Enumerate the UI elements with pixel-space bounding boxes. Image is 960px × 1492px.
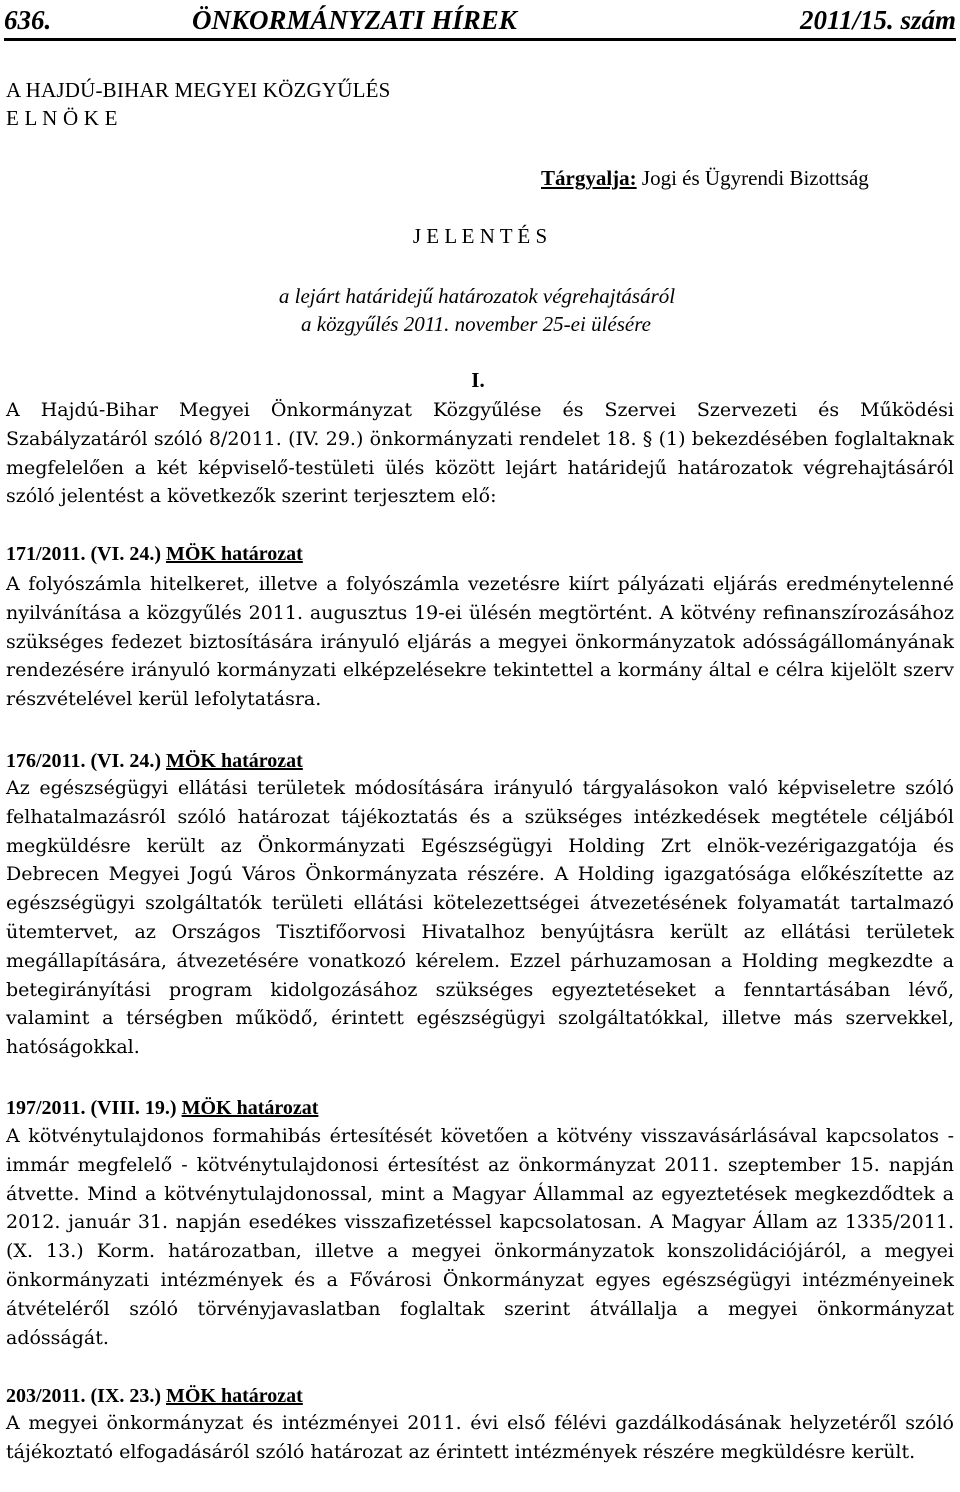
resolution-suffix: MÖK határozat: [181, 1097, 319, 1119]
resolution-text: A folyószámla hitelkeret, illetve a folyószámla vezetésre kiírt pályázati eljárás eredménytelenné nyilvánítása a közgyűlés 2011. augusztus 19-ei ülésén megtörtént. A kötvény refinanszírozásához szükséges fedezet biztosítására irányuló eljárás a megyei önkormányzatok adósságállományának rendezésére irányuló kormányzati elképzelésekre tekintettel a kormány által e célra kijelölt szerv részvételével kerül lefolytatásra.: [6, 573, 954, 711]
org-name: A HAJDÚ-BIHAR MEGYEI KÖZGYŰLÉS: [6, 78, 391, 102]
page-number: 636.: [4, 5, 52, 35]
header-rule: [4, 38, 956, 41]
resolution-title: [6, 1382, 303, 1410]
running-header: [4, 2, 956, 38]
report-subtitle-1: a lejárt határidejű határozatok végrehajtásáról: [278, 284, 676, 308]
section-numeral: I.: [471, 368, 485, 392]
resolution-number: 171/2011. (VI. 24.): [6, 543, 161, 565]
resolution-number: 176/2011. (VI. 24.): [6, 750, 161, 772]
resolution-title: [6, 540, 303, 568]
resolution-suffix: MÖK határozat: [166, 543, 303, 565]
resolution-number: 203/2011. (IX. 23.): [6, 1385, 161, 1407]
resolution-text: A megyei önkormányzat és intézményei 2011. évi első félévi gazdálkodásának helyzetéről szóló tájékoztató elfogadásáról szóló határozat az érintett intézmények részére megküldésre került.: [6, 1412, 954, 1463]
intro-paragraph: A Hajdú-Bihar Megyei Önkormányzat Közgyűlése és Szervei Szervezeti és Működési Szabályzatáról szóló 8/2011. (IV. 29.) önkormányzati rendelet 18. § (1) bekezdésében foglaltaknak megfelelően a két képviselő-testületi ülés között lejárt határidejű határozatok végrehajtásáról szóló jelentést a következők szerint terjesztem elő:: [6, 399, 954, 508]
resolution-text: A kötvénytulajdonos formahibás értesítését követően a kötvény visszavásárlásával kapcsolatos - immár megfelelő - kötvénytulajdonosi értesítést az önkormányzat 2011. szeptember 15. napján átvette. Mind a kötvénytulajdonossal, mint a Magyar Állammal az egyeztetések megkezdődtek a 2012. január 31. napján esedékes visszafizetéssel kapcsolatosan. A Magyar Állam az 1335/2011. (X. 13.) Korm. határozatban, illetve a megyei önkormányzatok konszolidációjáról, a megyei önkormányzati intézmények és a Fővárosi Önkormányzat egyes egészségügyi intézményeinek átvételéről szóló törvényjavaslatban foglaltak szerint átvállalja a megyei önkormányzat adósságát.: [6, 1125, 954, 1349]
resolution-text: Az egészségügyi ellátási területek módosítására irányuló tárgyalásokon való képviseletre szóló felhatalmazásról szóló határozat tájékoztatás és a szükséges intézkedések megtétele céljából megküldésre került az Önkormányzati Egészségügyi Holding Zrt elnök-vezérigazgatója és Debrecen Megyei Jogú Város Önkormányzata részére. A Holding igazgatósága előkészítette az egészségügyi szolgáltatók területi ellátási kötelezettségei átvezetésének folyamatát tartalmazó ütemtervet, az Országos Tisztifőorvosi Hivatalhoz benyújtásra került az ellátási területek megállapítására, átvezetésére vonatkozó kérelem. Ezzel párhuzamosan a Holding megkezdte a betegirányítási program kidolgozásához szükséges egyeztetéseket a fenntartásában lévő, valamint a térségben működő, érintett egészségügyi szolgáltatókkal, illetve más szervekkel, hatóságokkal.: [6, 777, 954, 1059]
report-subtitle-2: a közgyűlés 2011. november 25-ei ülésére: [301, 312, 651, 336]
resolution-suffix: MÖK határozat: [166, 1385, 303, 1407]
resolution-suffix: MÖK határozat: [166, 750, 303, 772]
resolution-number: 197/2011. (VIII. 19.): [6, 1097, 177, 1119]
discussed-value: Jogi és Ügyrendi Bizottság: [641, 166, 869, 190]
resolution-title: [6, 1094, 318, 1122]
report-title: J E L E N T É S: [412, 224, 548, 248]
discussed-label: Tárgyalja:: [541, 166, 637, 190]
org-role: E L N Ö K E: [6, 106, 118, 130]
publication-title: ÖNKORMÁNYZATI HÍREK: [192, 5, 517, 35]
discussed-by: [541, 164, 869, 192]
issue-number: 2011/15. szám: [799, 5, 956, 35]
resolution-title: [6, 747, 303, 775]
